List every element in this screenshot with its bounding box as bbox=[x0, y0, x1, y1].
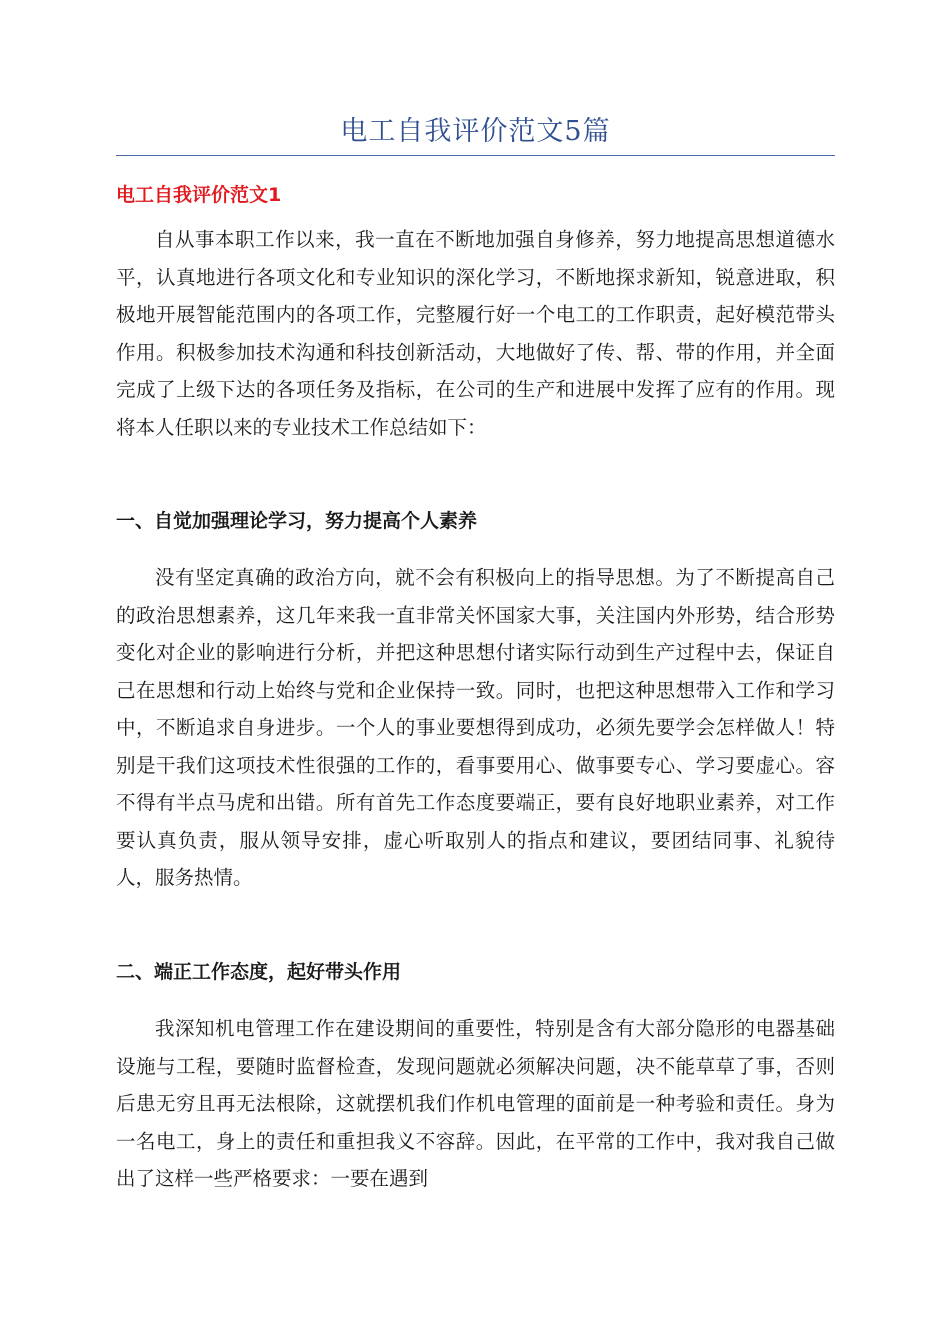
heading-1: 一、自觉加强理论学习，努力提高个人素养 bbox=[116, 510, 478, 532]
document-title: 电工自我评价范文5篇 bbox=[340, 116, 611, 147]
title-divider bbox=[116, 155, 835, 156]
section-title: 电工自我评价范文1 bbox=[116, 184, 282, 206]
body-paragraph-3: 我深知机电管理工作在建设期间的重要性，特别是含有大部分隐形的电器基础设施与工程，要随时监督检查，发现问题就必须解决问题，决不能草草了事，否则后患无穷且再无法根除，这就摆机我们作机电管理的面前是一种考验和责任。身为一名电工，身上的责任和重担我义不容辞。因此，在平常的工作中，我对我自己做出了这样一些严格要求：一要在遇到 bbox=[116, 1017, 835, 1190]
body-paragraph-intro: 自从事本职工作以来，我一直在不断地加强自身修养，努力地提高思想道德水平，认真地进行各项文化和专业知识的深化学习，不断地探求新知，锐意进取，积极地开展智能范围内的各项工作，完整履行好一个电工的工作职责，起好模范带头作用。积极参加技术沟通和科技创新活动，大地做好了传、帮、带的作用，并全面完成了上级下达的各项任务及指标，在公司的生产和进展中发挥了应有的作用。现将本人任职以来的专业技术工作总结如下： bbox=[116, 228, 835, 439]
heading-2: 二、端正工作态度，起好带头作用 bbox=[116, 961, 402, 983]
body-paragraph-2: 没有坚定真确的政治方向，就不会有积极向上的指导思想。为了不断提高自己的政治思想素养，这几年来我一直非常关怀国家大事，关注国内外形势，结合形势变化对企业的影响进行分析，并把这种思想付诸实际行动到生产过程中去，保证自己在思想和行动上始终与党和企业保持一致。同时，也把这种思想带入工作和学习中，不断追求自身进步。一个人的事业要想得到成功，必须先要学会怎样做人！特别是干我们这项技术性很强的工作的，看事要用心、做事要专心、学习要虚心。容不得有半点马虎和出错。所有首先工作态度要端正，要有良好地职业素养，对工作要认真负责，服从领导安排，虚心听取别人的指点和建议，要团结同事、礼貌待人，服务热情。 bbox=[116, 566, 835, 889]
